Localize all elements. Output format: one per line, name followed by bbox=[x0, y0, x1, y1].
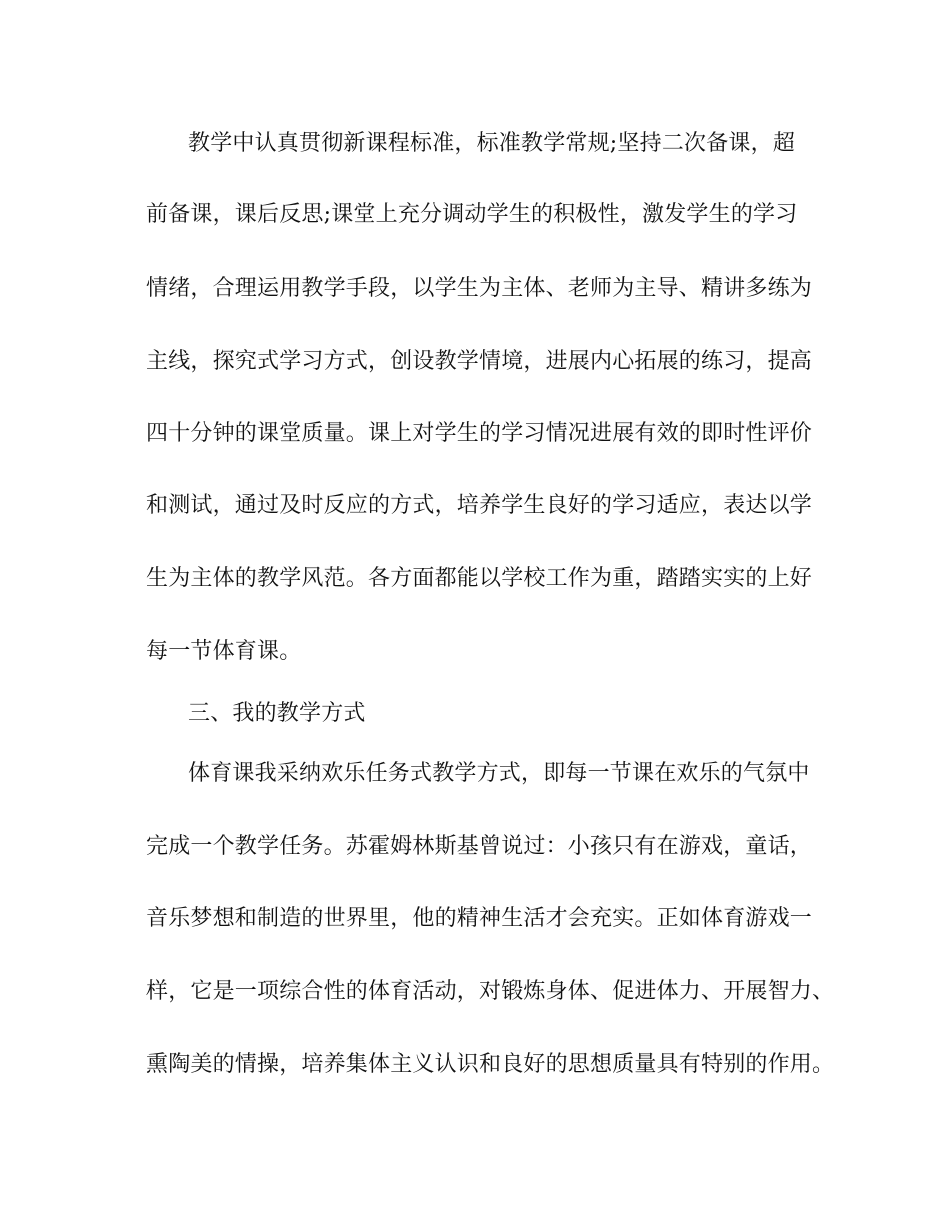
paragraph-line: 生为主体的教学风范。各方面都能以学校工作为重，踏踏实实的上好 bbox=[146, 566, 813, 591]
paragraph-line: 完成一个教学任务。苏霍姆林斯基曾说过：小孩只有在游戏，童话， bbox=[146, 834, 813, 859]
paragraph-line: 情绪，合理运用教学手段，以学生为主体、老师为主导、精讲多练为 bbox=[146, 276, 813, 301]
paragraph-line: 主线，探究式学习方式，创设教学情境，进展内心拓展的练习，提高 bbox=[146, 349, 813, 374]
paragraph-line: 前备课，课后反思;课堂上充分调动学生的积极性，激发学生的学习 bbox=[146, 202, 798, 227]
paragraph-line: 每一节体育课。 bbox=[146, 639, 302, 664]
paragraph-line: 音乐梦想和制造的世界里，他的精神生活才会充实。正如体育游戏一 bbox=[146, 906, 813, 931]
section-heading: 三、我的教学方式 bbox=[188, 701, 366, 726]
paragraph-line: 四十分钟的课堂质量。课上对学生的学习情况进展有效的即时性评价 bbox=[146, 421, 813, 446]
paragraph-line: 体育课我采纳欢乐任务式教学方式，即每一节课在欢乐的气氛中 bbox=[188, 761, 810, 786]
paragraph-line: 熏陶美的情操，培养集体主义认识和良好的思想质量具有特别的作用。 bbox=[146, 1052, 835, 1077]
paragraph-line: 教学中认真贯彻新课程标准，标准教学常规;坚持二次备课，超 bbox=[188, 131, 796, 156]
paragraph-line: 和测试，通过及时反应的方式，培养学生良好的学习适应，表达以学 bbox=[146, 493, 813, 518]
paragraph-line: 样，它是一项综合性的体育活动，对锻炼身体、促进体力、开展智力、 bbox=[146, 979, 835, 1004]
